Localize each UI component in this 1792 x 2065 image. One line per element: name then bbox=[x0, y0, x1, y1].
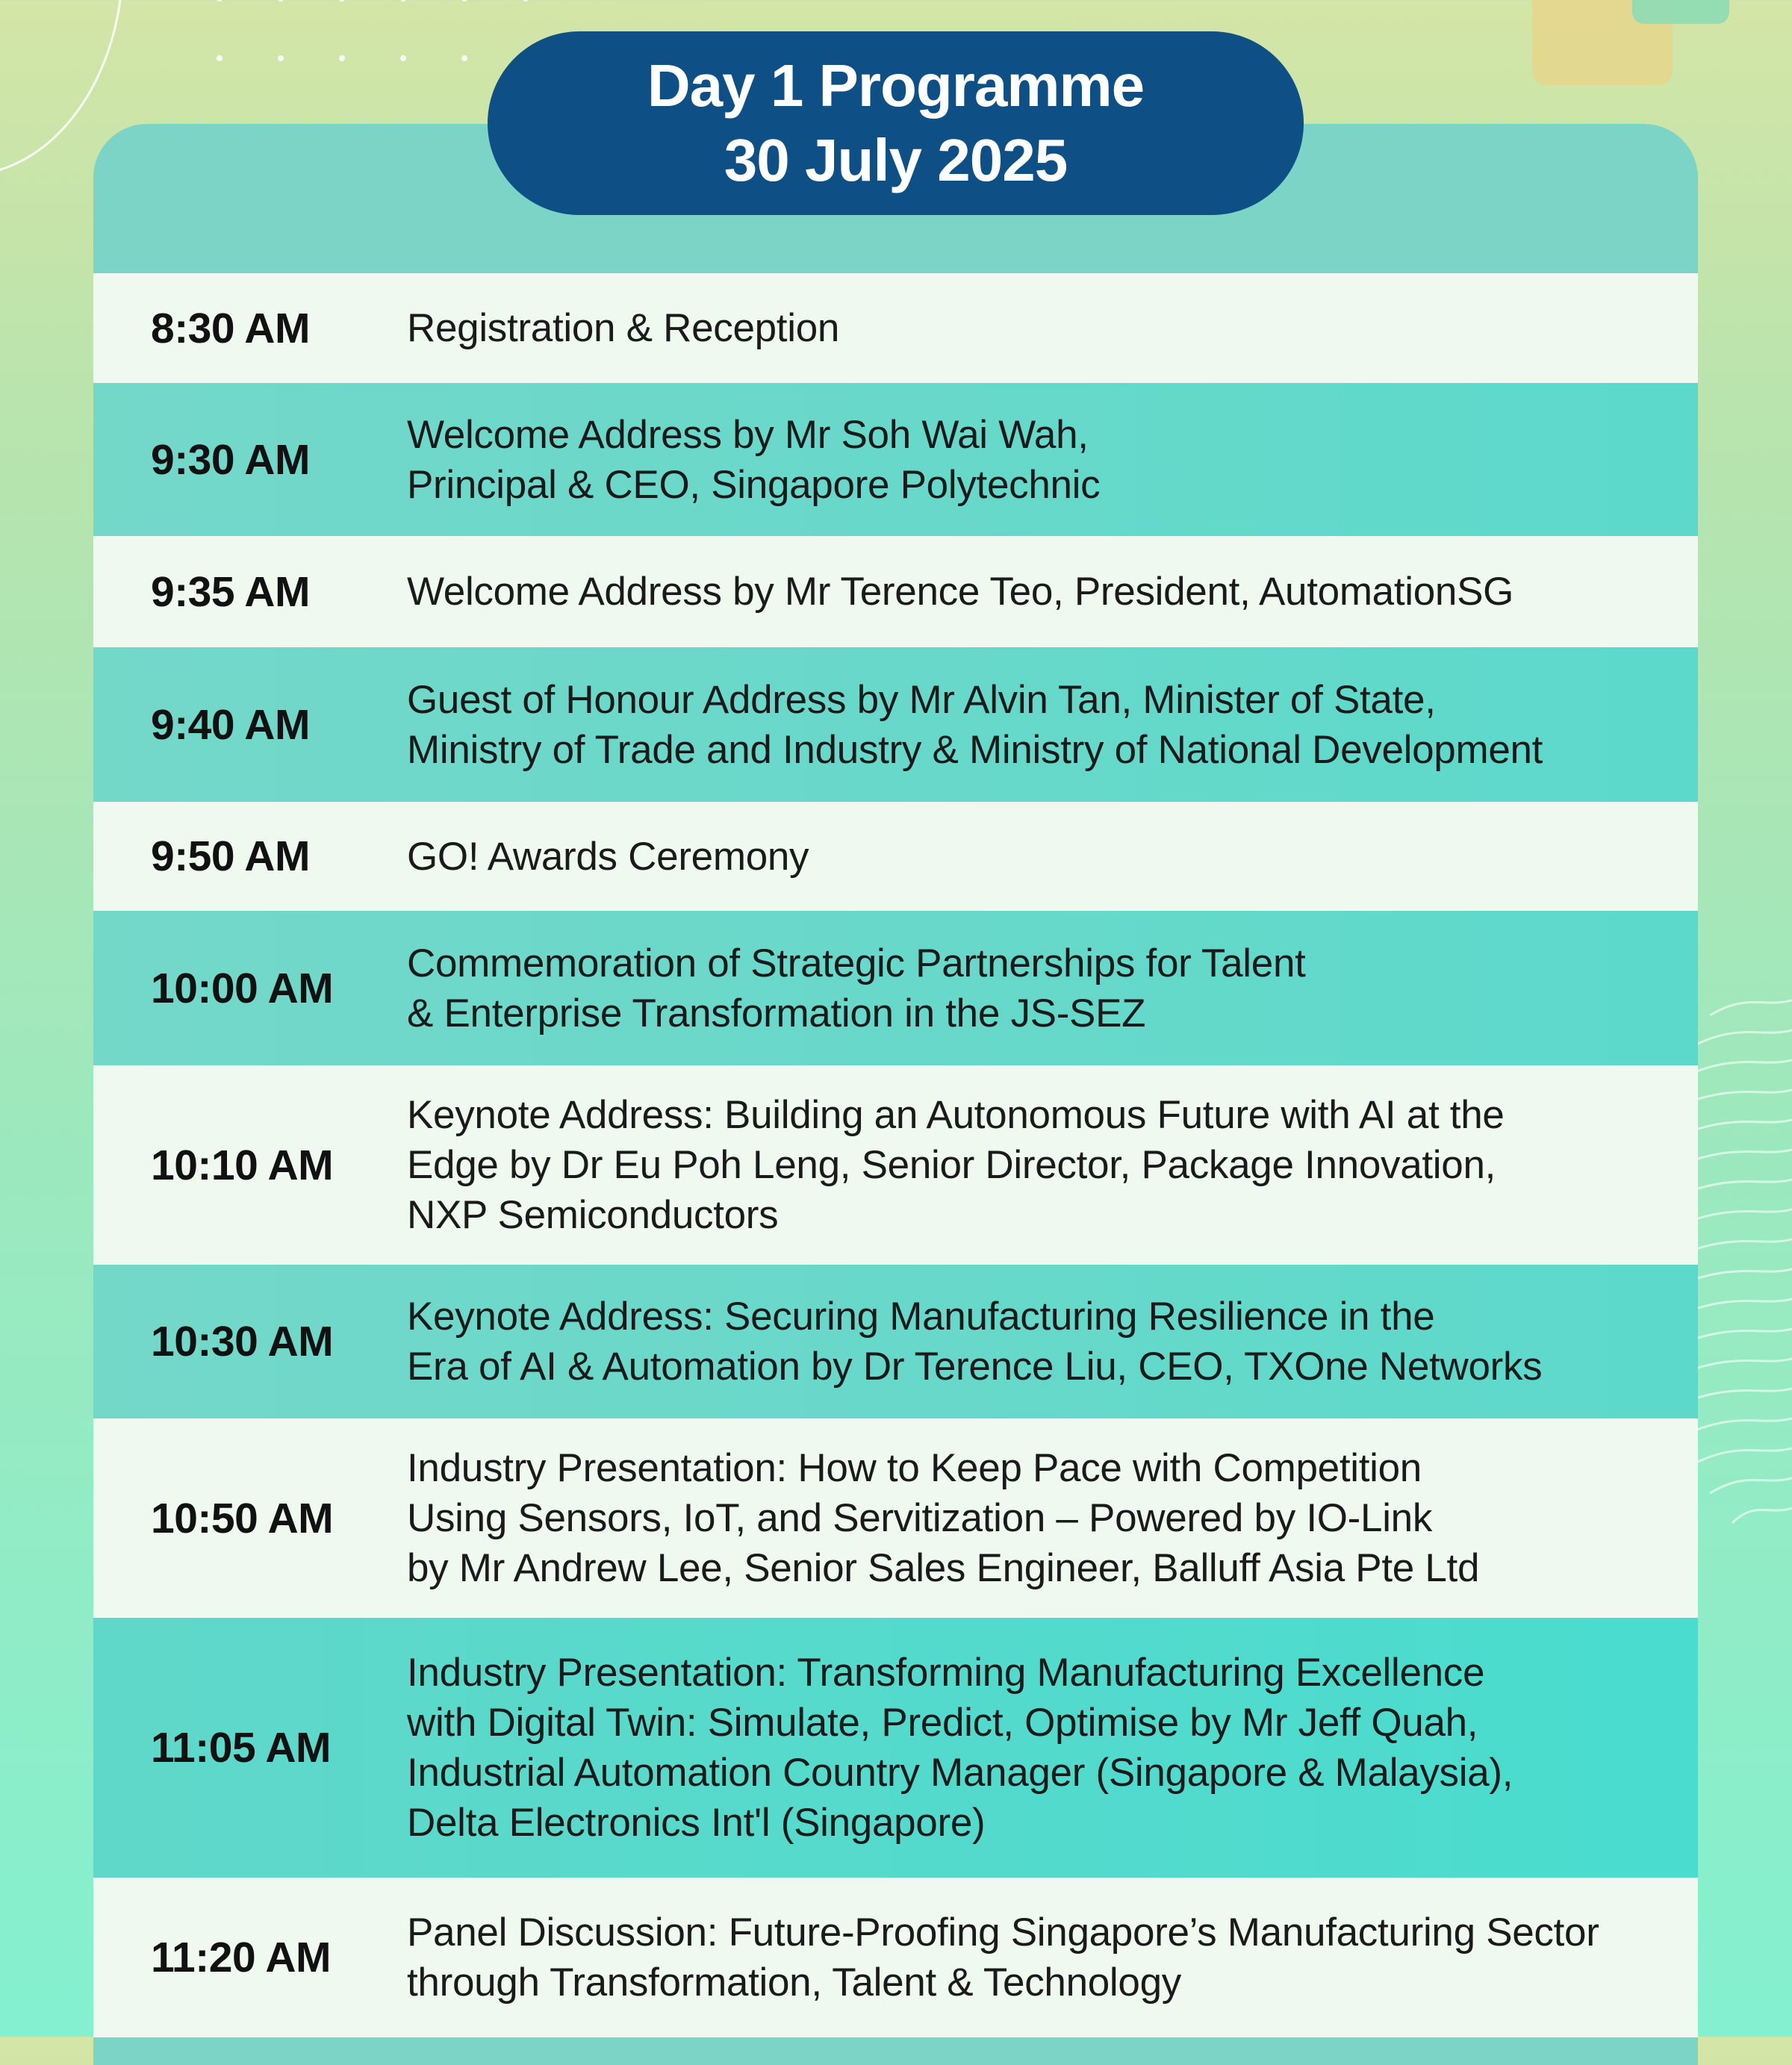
schedule-time: 9:40 AM bbox=[151, 700, 310, 749]
schedule-row bbox=[93, 1265, 1698, 1418]
schedule-time: 9:35 AM bbox=[151, 567, 310, 616]
schedule-panel bbox=[93, 124, 1698, 2065]
decorative-square bbox=[1632, 0, 1729, 24]
schedule-item: Keynote Address: Building an Autonomous Future with AI at the Edge by Dr Eu Poh Leng, Senior Director, Package Innovation, NXP Semiconductors bbox=[407, 1093, 1505, 1237]
schedule-row bbox=[93, 1065, 1698, 1265]
schedule-row bbox=[93, 802, 1698, 911]
schedule-time: 10:00 AM bbox=[151, 964, 334, 1012]
schedule-row bbox=[93, 647, 1698, 802]
programme-title: Day 1 Programme bbox=[647, 52, 1145, 119]
schedule-item: Registration & Reception bbox=[407, 306, 840, 350]
schedule-row bbox=[93, 273, 1698, 383]
schedule-row bbox=[93, 536, 1698, 647]
schedule-item: GO! Awards Ceremony bbox=[407, 834, 809, 879]
programme-date: 30 July 2025 bbox=[724, 127, 1068, 193]
schedule-time: 10:30 AM bbox=[151, 1318, 334, 1365]
schedule-time: 11:20 AM bbox=[151, 1934, 332, 1981]
schedule-item: Keynote Address: Securing Manufacturing Resilience in the Era of AI & Automation by Dr Terence Liu, CEO, TXOne Networks bbox=[407, 1295, 1543, 1389]
schedule-table bbox=[93, 273, 1698, 2037]
schedule-time: 11:05 AM bbox=[151, 1724, 332, 1772]
schedule-time: 10:10 AM bbox=[151, 1141, 334, 1189]
schedule-time: 9:50 AM bbox=[151, 832, 310, 880]
schedule-row bbox=[93, 1878, 1698, 2037]
schedule-time: 10:50 AM bbox=[151, 1494, 334, 1542]
schedule-item: Welcome Address by Mr Soh Wai Wah, Principal & CEO, Singapore Polytechnic bbox=[407, 412, 1101, 507]
schedule-row bbox=[93, 383, 1698, 536]
decorative-square bbox=[1532, 0, 1673, 85]
schedule-row bbox=[93, 1418, 1698, 1618]
schedule-row bbox=[93, 1618, 1698, 1878]
schedule-item: Panel Discussion: Future-Proofing Singapore’s Manufacturing Sector through Transformation, Talent & Technology bbox=[407, 1910, 1599, 2005]
schedule-item: Commemoration of Strategic Partnerships for Talent & Enterprise Transformation in the JS-SEZ bbox=[407, 941, 1306, 1035]
programme-title-banner bbox=[488, 31, 1304, 215]
schedule-time: 9:30 AM bbox=[151, 435, 310, 484]
schedule-item: Guest of Honour Address by Mr Alvin Tan, Minister of State, Ministry of Trade and Industry & Ministry of National Development bbox=[407, 677, 1543, 772]
schedule-item: Industry Presentation: Transforming Manufacturing Excellence with Digital Twin: Simulate, Predict, Optimise by Mr Jeff Quah, Industrial Automation Country Manager (Singapore & Malaysia), Delta Electronics Int'l (Singapore) bbox=[407, 1651, 1513, 1845]
schedule-time: 8:30 AM bbox=[151, 304, 310, 352]
schedule-item: Welcome Address by Mr Terence Teo, President, AutomationSG bbox=[407, 570, 1514, 614]
schedule-row bbox=[93, 911, 1698, 1065]
schedule-item: Industry Presentation: How to Keep Pace with Competition Using Sensors, IoT, and Servitization – Powered by IO-Link by Mr Andrew Lee, Senior Sales Engineer, Balluff Asia Pte Ltd bbox=[407, 1446, 1480, 1590]
